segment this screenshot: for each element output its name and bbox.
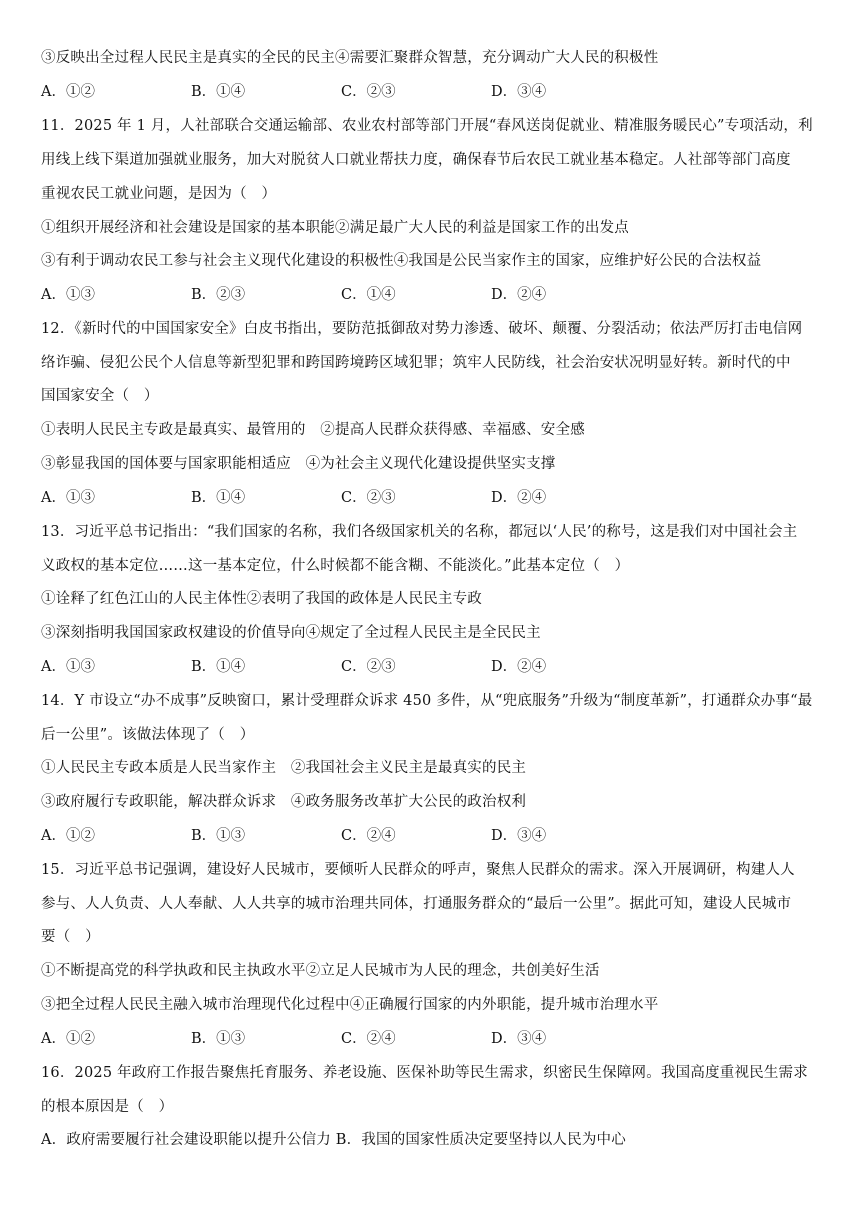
question-11-stem: 重视农民工就业问题，是因为（ ）	[41, 186, 277, 202]
option-a[interactable]: A．①②	[41, 84, 95, 100]
option-d[interactable]: D．③④	[491, 828, 547, 844]
question-14-stem: 14．Y 市设立“办不成事”反映窗口，累计受理群众诉求 450 多件，从“兜底服务”升级为“制度革新”，打通群众办事“最	[41, 693, 813, 709]
question-15-stem: 15．习近平总书记强调，建设好人民城市，要倾听人民群众的呼声，聚焦人民群众的需求。深入开展调研，构建人人	[41, 862, 795, 878]
option-c[interactable]: C．②④	[341, 828, 396, 844]
question-15-stem: 参与、人人负责、人人奉献、人人共享的城市治理共同体，打通服务群众的“最后一公里”。据此可知，建设人民城市	[41, 896, 792, 912]
option-a[interactable]: A．①③	[41, 287, 95, 303]
option-c[interactable]: C．②③	[341, 659, 396, 675]
question-13-statement: ③深刻指明我国国家政权建设的价值导向④规定了全过程人民民主是全民民主	[41, 625, 541, 641]
question-16-stem: 的根本原因是（ ）	[41, 1099, 174, 1115]
question-14-stem: 后一公里”。该做法体现了（ ）	[41, 727, 255, 743]
option-a[interactable]: A．①②	[41, 828, 95, 844]
option-a[interactable]: A．①③	[41, 490, 95, 506]
statement-line: ③反映出全过程人民民主是真实的全民的民主④需要汇聚群众智慧，充分调动广大人民的积极性	[41, 50, 659, 66]
question-11-statement: ③有利于调动农民工参与社会主义现代化建设的积极性④我国是公民当家作主的国家，应维护好公民的合法权益	[41, 253, 762, 269]
option-d[interactable]: D．③④	[491, 1031, 547, 1047]
question-15-stem: 要（ ）	[41, 929, 100, 945]
question-11-statement: ①组织开展经济和社会建设是国家的基本职能②满足最广大人民的利益是国家工作的出发点	[41, 220, 629, 236]
question-15-statement: ①不断提高党的科学执政和民主执政水平②立足人民城市为人民的理念，共创美好生活	[41, 963, 600, 979]
question-12-stem: 国国家安全（ ）	[41, 388, 159, 404]
question-11-stem: 11．2025 年 1 月，人社部联合交通运输部、农业农村部等部门开展“春风送岗促就业、精准服务暖民心”专项活动，利	[41, 118, 813, 134]
option-c[interactable]: C．②④	[341, 1031, 396, 1047]
option-b[interactable]: B．①④	[191, 659, 246, 675]
option-d[interactable]: D．②④	[491, 287, 547, 303]
option-a[interactable]: A．①②	[41, 1031, 95, 1047]
question-14-statement: ①人民民主专政本质是人民当家作主 ②我国社会主义民主是最真实的民主	[41, 760, 527, 776]
option-b[interactable]: B．①④	[191, 490, 246, 506]
option-d[interactable]: D．②④	[491, 490, 547, 506]
question-16-option-line[interactable]: A．政府需要履行社会建设职能以提升公信力 B．我国的国家性质决定要坚持以人民为中心	[41, 1132, 626, 1148]
question-12-statement: ①表明人民民主专政是最真实、最管用的 ②提高人民群众获得感、幸福感、安全感	[41, 422, 585, 438]
option-b[interactable]: B．①③	[191, 828, 246, 844]
option-d[interactable]: D．②④	[491, 659, 547, 675]
option-b[interactable]: B．①④	[191, 84, 246, 100]
question-11-stem: 用线上线下渠道加强就业服务，加大对脱贫人口就业帮扶力度，确保春节后农民工就业基本稳定。人社部等部门高度	[41, 152, 791, 168]
option-d[interactable]: D．③④	[491, 84, 547, 100]
option-a[interactable]: A．①③	[41, 659, 95, 675]
option-c[interactable]: C．②③	[341, 490, 396, 506]
question-13-statement: ①诠释了红色江山的人民主体性②表明了我国的政体是人民民主专政	[41, 591, 482, 607]
question-12-statement: ③彰显我国的国体要与国家职能相适应 ④为社会主义现代化建设提供坚实支撑	[41, 456, 556, 472]
question-13-stem: 13．习近平总书记指出：“我们国家的名称，我们各级国家机关的名称，都冠以‘人民’的称号，这是我们对中国社会主	[41, 524, 798, 540]
option-b[interactable]: B．①③	[191, 1031, 246, 1047]
option-c[interactable]: C．②③	[341, 84, 396, 100]
option-b[interactable]: B．②③	[191, 287, 246, 303]
question-12-stem: 12．《新时代的中国国家安全》白皮书指出，要防范抵御敌对势力渗透、破坏、颠覆、分裂活动；依法严厉打击电信网	[41, 321, 803, 337]
question-15-statement: ③把全过程人民民主融入城市治理现代化过程中④正确履行国家的内外职能，提升城市治理水平	[41, 997, 659, 1013]
option-c[interactable]: C．①④	[341, 287, 396, 303]
question-13-stem: 义政权的基本定位……这一基本定位，什么时候都不能含糊、不能淡化。”此基本定位（ ）	[41, 558, 630, 574]
question-12-stem: 络诈骗、侵犯公民个人信息等新型犯罪和跨国跨境跨区域犯罪；筑牢人民防线，社会治安状况明显好转。新时代的中	[41, 355, 791, 371]
question-14-statement: ③政府履行专政职能，解决群众诉求 ④政务服务改革扩大公民的政治权利	[41, 794, 527, 810]
question-16-stem: 16．2025 年政府工作报告聚焦托育服务、养老设施、医保补助等民生需求，织密民生保障网。我国高度重视民生需求	[41, 1065, 808, 1081]
